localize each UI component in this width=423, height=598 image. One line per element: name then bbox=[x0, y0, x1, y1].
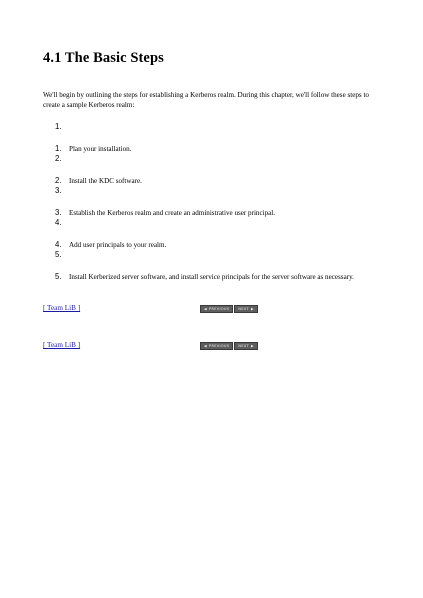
intro-paragraph: We'll begin by outlining the steps for establishing a Kerberos realm. During this chapter, we'll follow these steps to create a sample Kerberos realm: bbox=[43, 91, 369, 109]
next-arrow-icon: ▶ bbox=[251, 344, 255, 348]
previous-button[interactable] bbox=[200, 342, 233, 350]
team-lib-link[interactable]: [ Team LiB ] bbox=[43, 341, 81, 349]
list-number: 1. bbox=[55, 144, 62, 153]
list-number: 2. bbox=[55, 154, 62, 163]
list-number: 4. bbox=[55, 218, 62, 227]
list-number: 3. bbox=[55, 186, 62, 195]
list-number: 3. bbox=[55, 208, 62, 217]
list-number: 4. bbox=[55, 240, 62, 249]
previous-label: PREVIOUS bbox=[209, 344, 230, 348]
list-number: 2. bbox=[55, 176, 62, 185]
previous-button[interactable] bbox=[200, 305, 233, 313]
nav-buttons bbox=[200, 305, 258, 313]
previous-label: PREVIOUS bbox=[209, 307, 230, 311]
list-item-text: Plan your installation. bbox=[69, 145, 132, 153]
previous-arrow-icon: ◀ bbox=[204, 307, 208, 311]
list-number: 1. bbox=[55, 122, 62, 131]
list-number: 5. bbox=[55, 250, 62, 259]
list-item-text: Add user principals to your realm. bbox=[69, 241, 167, 249]
list-item-text: Install the KDC software. bbox=[69, 177, 142, 185]
page-title: 4.1 The Basic Steps bbox=[43, 50, 164, 66]
previous-arrow-icon: ◀ bbox=[204, 344, 208, 348]
next-arrow-icon: ▶ bbox=[251, 307, 255, 311]
list-item-text: Establish the Kerberos realm and create an administrative user principal. bbox=[69, 209, 276, 217]
team-lib-link[interactable]: [ Team LiB ] bbox=[43, 304, 81, 312]
next-button[interactable] bbox=[234, 342, 258, 350]
next-button[interactable] bbox=[234, 305, 258, 313]
next-label: NEXT bbox=[238, 344, 250, 348]
next-label: NEXT bbox=[238, 307, 250, 311]
nav-buttons bbox=[200, 342, 258, 350]
list-number: 5. bbox=[55, 272, 62, 281]
list-item-text: Install Kerberized server software, and install service principals for the server software as necessary. bbox=[69, 273, 354, 281]
